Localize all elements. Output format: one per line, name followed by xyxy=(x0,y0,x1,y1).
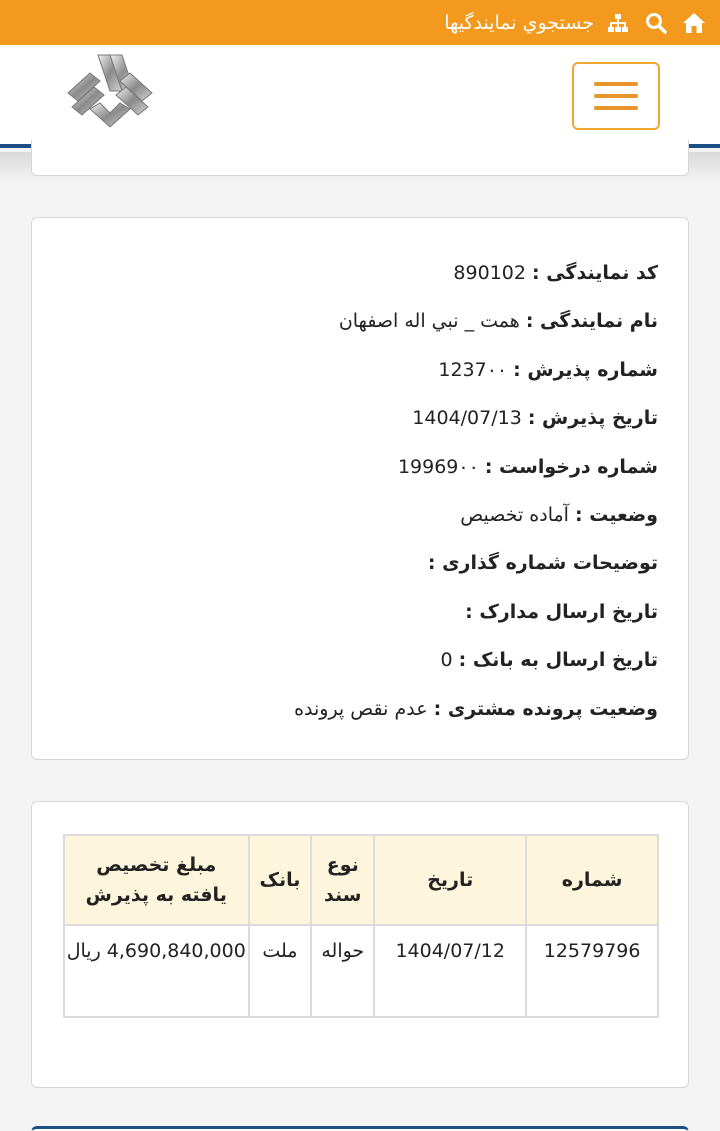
col-number-header: شماره xyxy=(526,835,658,925)
info-row-reception-number: شماره پذیرش : 1237٠٠ xyxy=(438,358,658,381)
col-doc-type-header: نوع سند xyxy=(311,835,374,925)
info-row-dealer-code: کد نمایندگی : 890102 xyxy=(453,262,658,284)
sitemap-icon[interactable] xyxy=(606,11,630,35)
info-row-request-number: شماره درخواست : 19969٠٠ xyxy=(397,455,658,478)
info-row-reception-date: تاریخ پذیرش : 1404/07/13 xyxy=(412,407,658,430)
dealer-search-link[interactable]: جستجوي نمايندگيها xyxy=(444,11,594,34)
previous-card-bottom xyxy=(31,140,689,176)
reception-info-card xyxy=(31,217,689,760)
table-row xyxy=(64,925,658,1017)
table-header-row xyxy=(64,835,658,925)
info-row-customer-file-status: وضعیت پرونده مشتری : عدم نقص پرونده xyxy=(294,697,658,720)
allocation-card xyxy=(31,801,689,1088)
hamburger-menu-icon[interactable] xyxy=(572,62,660,130)
cell-amount: 4,690,840,000 ريال xyxy=(64,925,249,1017)
info-row-bank-sent-date: تاریخ ارسال به بانک : 0 xyxy=(440,649,658,672)
info-row-documents-sent-date: تاریخ ارسال مدارک : xyxy=(465,600,658,623)
info-row-status: وضعیت : آماده تخصیص xyxy=(460,503,658,526)
allocation-table xyxy=(63,834,659,1018)
cell-bank: ملت xyxy=(249,925,312,1017)
saipa-logo[interactable] xyxy=(60,47,160,137)
top-bar xyxy=(0,0,720,45)
next-card-top xyxy=(31,1126,689,1131)
reception-info-list xyxy=(32,218,688,740)
cell-date: 1404/07/12 xyxy=(374,925,526,1017)
col-bank-header: بانک xyxy=(249,835,312,925)
col-amount-header: مبلغ تخصیص یافته به پذیرش xyxy=(64,835,249,925)
site-header xyxy=(0,45,720,148)
home-icon[interactable] xyxy=(682,11,706,35)
info-row-dealer-name: نام نمایندگی : همت _ نبي اله اصفهان xyxy=(338,310,658,333)
info-row-plate-notes: توضیحات شماره گذاری : xyxy=(427,552,658,575)
col-date-header: تاریخ xyxy=(374,835,526,925)
search-icon[interactable] xyxy=(644,11,668,35)
cell-number: 12579796 xyxy=(526,925,658,1017)
cell-doc-type: حواله xyxy=(311,925,374,1017)
